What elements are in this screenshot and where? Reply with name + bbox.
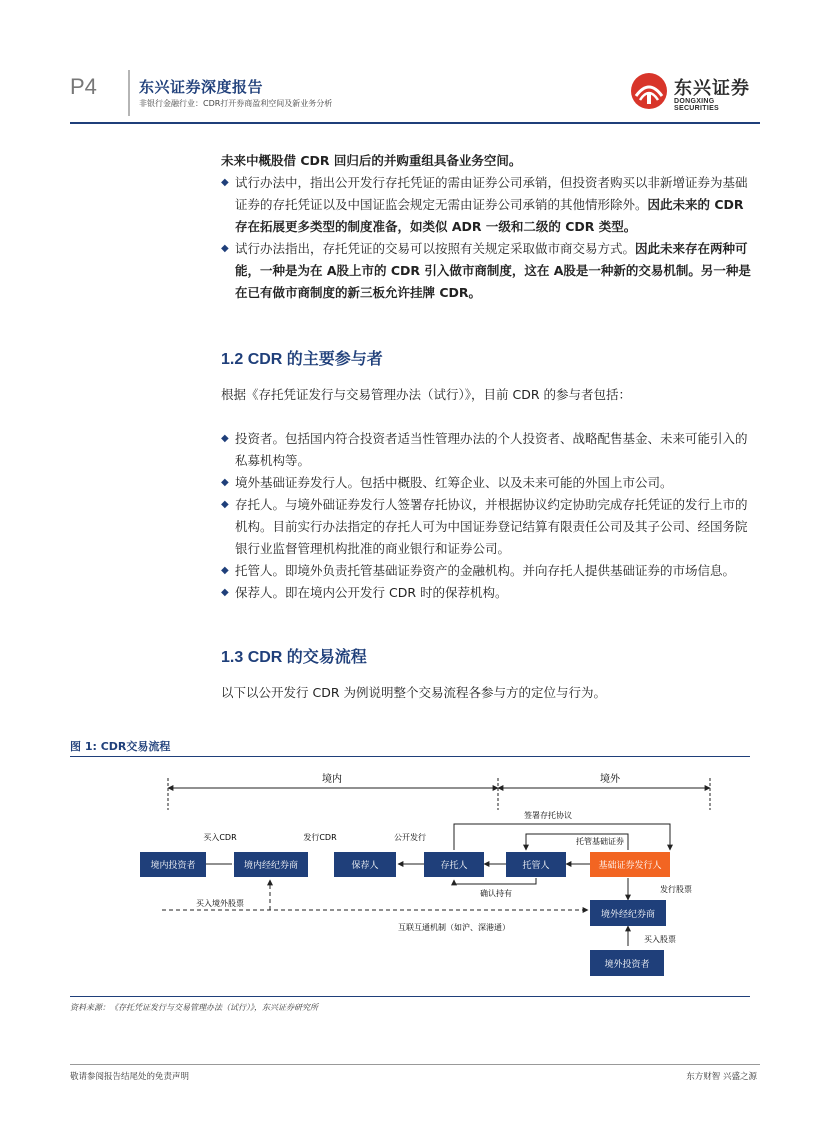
bullet-text: 托管人。即境外负责托管基础证券资产的金融机构。并向存托人提供基础证券的市场信息。 bbox=[235, 563, 736, 578]
figure-source: 资料来源：《存托凭证发行与交易管理办法（试行）》，东兴证券研究所 bbox=[70, 1003, 318, 1012]
figure-title: 图 1: CDR交易流程 bbox=[70, 740, 171, 753]
figure-bottom-rule bbox=[70, 996, 750, 997]
edge-label-public-issue: 公开发行 bbox=[394, 833, 426, 842]
svg-text:基础证券发行人: 基础证券发行人 bbox=[598, 861, 662, 871]
bullet-icon: ◆ bbox=[221, 477, 229, 488]
svg-text:境外经纪券商: 境外经纪券商 bbox=[600, 910, 656, 920]
header-rule bbox=[70, 122, 760, 124]
svg-text:境外投资者: 境外投资者 bbox=[604, 960, 650, 970]
list-item bbox=[221, 238, 757, 304]
page-number: P4 bbox=[70, 74, 97, 99]
logo-emblem-icon bbox=[630, 72, 668, 110]
section-heading-process: 1.3 CDR 的交易流程 bbox=[221, 649, 367, 666]
bullet-text: 存托人。与境外础证券发行人签署存托协议，并根据协议约定协助完成存托凭证的发行上市的机构。目前实行办法指定的存托人可为中国证券登记结算有限责任公司及其子公司、经国务院银行业监督管理机构批准的商业银行和证券公司。 bbox=[235, 497, 748, 556]
svg-text:存托人: 存托人 bbox=[440, 861, 468, 871]
edge-label-confirm-holding: 确认持有 bbox=[480, 889, 512, 898]
svg-text:境内投资者: 境内投资者 bbox=[150, 861, 196, 871]
edge-label-buy-overseas-shares: 买入境外股票 bbox=[196, 899, 244, 908]
edge-label-interconnect: 互联互通机制（如沪、深港通） bbox=[398, 923, 510, 932]
bullet-icon: ◆ bbox=[221, 587, 229, 598]
svg-text:境内经纪券商: 境内经纪券商 bbox=[243, 861, 299, 871]
node-issuer bbox=[590, 852, 670, 877]
edge-label-issue-cdr: 发行CDR bbox=[303, 833, 337, 842]
report-brand-title: 东兴证券深度报告 bbox=[139, 78, 264, 96]
company-logo bbox=[630, 72, 760, 114]
list-item bbox=[221, 560, 757, 582]
figure-top-rule bbox=[70, 756, 750, 757]
edge-label-issue-shares: 发行股票 bbox=[660, 885, 692, 894]
node-overseas-broker bbox=[590, 900, 666, 926]
bullet-text: 保荐人。即在境内公开发行 CDR 时的保荐机构。 bbox=[235, 585, 508, 600]
node-depositary bbox=[424, 852, 484, 877]
region-label-domestic: 境内 bbox=[322, 774, 342, 785]
edge-label-sign-agreement: 签署存托协议 bbox=[524, 811, 572, 820]
edge-label-buy-cdr: 买入CDR bbox=[203, 833, 237, 842]
bullet-bold-text: 因此未来的 CDR 存在拓展更多类型的制度准备，如类似 ADR 一级和二级的 CDR 类型。 bbox=[235, 197, 744, 234]
node-domestic-broker bbox=[234, 852, 308, 877]
edge-label-custody-securities: 托管基础证券 bbox=[576, 837, 624, 846]
edge-sign-agreement bbox=[454, 824, 670, 850]
footer-disclaimer: 敬请参阅报告结尾处的免责声明 bbox=[70, 1072, 190, 1082]
section-heading-participants: 1.2 CDR 的主要参与者 bbox=[221, 351, 383, 368]
list-item bbox=[221, 428, 757, 472]
participants-intro: 根据《存托凭证发行与交易管理办法（试行）》，目前 CDR 的参与者包括： bbox=[221, 387, 631, 402]
logo-english-name: DONGXING SECURITIES bbox=[674, 98, 720, 112]
participants-list bbox=[221, 428, 757, 604]
edge-confirm-holding bbox=[454, 878, 536, 884]
process-intro: 以下以公开发行 CDR 为例说明整个交易流程各参与方的定位与行为。 bbox=[221, 685, 606, 700]
list-item bbox=[221, 472, 757, 494]
continued-line: 未来中概股借 CDR 回归后的并购重组具备业务空间。 bbox=[221, 153, 522, 168]
svg-text:保荐人: 保荐人 bbox=[351, 861, 379, 871]
bullet-bold-text: 因此未来存在两种可能，一种是为在 A股上市的 CDR 引入做市商制度，这在 A股是一种新的交易机制。另一种是在已有做市商制度的新三板允许挂牌 CDR。 bbox=[235, 241, 751, 300]
bullet-icon: ◆ bbox=[221, 433, 229, 444]
bullet-text: 试行办法中，指出公开发行存托凭证的需由证券公司承销，但投资者购买以非新增证券为基础证券的存托凭证以及中国证监会规定无需由证券公司承销的其他情形除外。 bbox=[235, 175, 748, 212]
node-domestic-investor bbox=[140, 852, 206, 877]
bullet-icon: ◆ bbox=[221, 243, 229, 254]
list-item bbox=[221, 172, 757, 238]
node-custodian bbox=[506, 852, 566, 877]
node-sponsor bbox=[334, 852, 396, 877]
bullet-text: 投资者。包括国内符合投资者适当性管理办法的个人投资者、战略配售基金、未来可能引入的私募机构等。 bbox=[235, 431, 748, 468]
header-divider bbox=[128, 70, 130, 116]
list-item bbox=[221, 494, 757, 560]
report-subtitle: 非银行金融行业：CDR打开券商盈利空间及新业务分析 bbox=[139, 99, 333, 108]
edge-label-buy-shares: 买入股票 bbox=[644, 935, 676, 944]
svg-text:托管人: 托管人 bbox=[522, 861, 550, 871]
footer-slogan: 东方财智 兴盛之源 bbox=[686, 1072, 757, 1082]
region-label-overseas: 境外 bbox=[600, 774, 620, 785]
bullet-icon: ◆ bbox=[221, 565, 229, 576]
bullet-text: 境外基础证券发行人。包括中概股、红筹企业、以及未来可能的外国上市公司。 bbox=[235, 475, 673, 490]
bullet-icon: ◆ bbox=[221, 499, 229, 510]
top-section bbox=[221, 150, 757, 304]
bullet-text: 试行办法指出，存托凭证的交易可以按照有关规定采取做市商交易方式。 bbox=[235, 241, 636, 256]
node-overseas-investor bbox=[590, 950, 664, 976]
list-item bbox=[221, 582, 757, 604]
cdr-flow-diagram bbox=[70, 760, 750, 994]
footer-rule bbox=[70, 1064, 760, 1065]
logo-chinese-name: 东兴证券 bbox=[674, 78, 750, 99]
bullet-icon: ◆ bbox=[221, 177, 229, 188]
